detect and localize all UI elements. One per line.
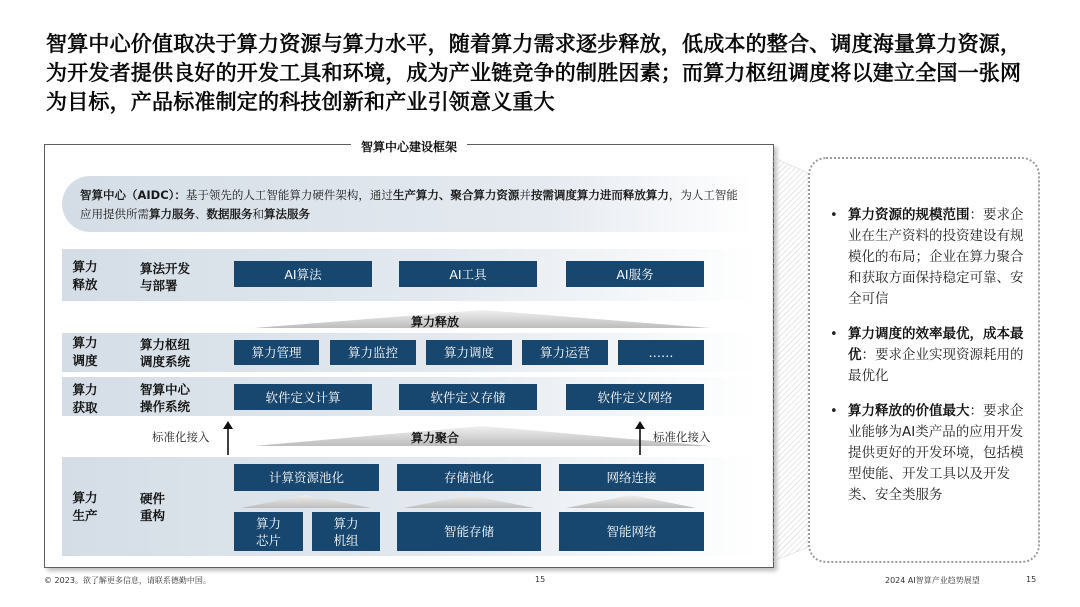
- bullet-dot-icon: •: [830, 404, 838, 419]
- sub-label-produce: 硬件 重构: [140, 491, 166, 523]
- intro-bold: 聚合算力资源: [450, 188, 520, 202]
- box-compute-scheduling: 算力调度: [426, 340, 512, 365]
- box-ai-tools: AI工具: [399, 261, 537, 287]
- up-arrow-right-icon: [634, 420, 646, 456]
- page-title: 智算中心价值取决于算力资源与算力水平，随着算力需求逐步释放，低成本的整合、调度海量算力资源，为开发者提供良好的开发工具和环境，成为产业链竞争的制胜因素；而算力枢纽调度将以建立全国一张网为目标，产品标准制定的科技创新和产业引领意义重大: [46, 32, 1022, 114]
- intro-span: 并: [519, 188, 531, 202]
- bullet-heading: 算力资源的规模范围: [848, 207, 970, 223]
- up-arrow-left-icon: [222, 420, 234, 456]
- box-network-connection: 网络连接: [559, 464, 704, 491]
- intro-bold: 数据服务: [206, 207, 253, 221]
- box-ai-algorithm: AI算法: [234, 261, 372, 287]
- box-more: ……: [618, 340, 704, 365]
- row-label-release: 算力 释放: [72, 259, 98, 292]
- box-storage-pooling: 存储池化: [397, 464, 541, 491]
- row-label-acquire: 算力 获取: [72, 382, 98, 415]
- bullet-item: [830, 205, 1028, 310]
- box-compute-monitoring: 算力监控: [330, 340, 416, 365]
- box-sd-network: 软件定义网络: [566, 384, 704, 410]
- bullet-dot-icon: •: [830, 208, 838, 223]
- intro-bold: 算力服务: [149, 207, 195, 221]
- callout-bullets: [830, 205, 1028, 520]
- box-ai-services: AI服务: [566, 261, 704, 287]
- box-sd-compute: 软件定义计算: [234, 384, 372, 410]
- sub-label-acquire: 智算中心 操作系统: [140, 382, 191, 414]
- box-smart-network: 智能网络: [559, 512, 704, 551]
- intro-bold: 按需调度算力进而释放算力: [530, 188, 669, 202]
- intro-span: 基于领先的人工智能算力硬件架构，通过: [185, 188, 393, 202]
- box-compute-management: 算力管理: [234, 340, 319, 365]
- aggregate-arrow-label: 算力聚合: [410, 431, 459, 445]
- sub-label-schedule: 算力枢纽 调度系统: [140, 337, 191, 369]
- standard-access-right: 标准化接入: [653, 430, 711, 444]
- bullet-text: ：要求企业在生产资料的投资建设有规模化的布局；企业在算力聚合和获取方面保持稳定可靠、安全可信: [848, 207, 1024, 307]
- intro-span: 、: [195, 207, 207, 221]
- bullet-item: [830, 401, 1028, 506]
- bullet-heading: 算力调度的效率最优，成本最优: [848, 326, 1024, 363]
- box-smart-storage: 智能存储: [397, 512, 541, 551]
- row-label-schedule: 算力 调度: [72, 335, 98, 368]
- bullet-dot-icon: •: [830, 327, 838, 342]
- box-compute-chip: 算力 芯片: [234, 512, 303, 551]
- standard-access-left: 标准化接入: [152, 430, 210, 444]
- intro-bold: 、: [438, 188, 451, 202]
- intro-span: ，为人工智能应用提供所需: [80, 188, 738, 221]
- intro-bold: 算法服务: [264, 207, 310, 221]
- connector-shape: [772, 157, 810, 562]
- row-label-produce: 算力 生产: [72, 490, 98, 523]
- bullet-heading: 算力释放的价值最大: [848, 403, 970, 419]
- bullet-item: [830, 324, 1028, 387]
- intro-bold: 生产算力: [392, 188, 439, 202]
- bullet-text: ：要求企业能够为AI类产品的应用开发提供更好的开发环境，包括模型使能、开发工具以及开发类、安全类服务: [848, 403, 1024, 503]
- footer-page-number: 15: [1026, 575, 1037, 584]
- box-compute-unit: 算力 机组: [312, 512, 380, 551]
- footer-center-page: 15: [535, 575, 546, 584]
- box-compute-operation: 算力运营: [522, 340, 608, 365]
- box-sd-storage: 软件定义存储: [399, 384, 537, 410]
- intro-span: 和: [252, 207, 264, 221]
- footer-copyright: © 2023。欲了解更多信息，请联系德勤中国。: [44, 576, 211, 585]
- bullet-text: ：要求企业实现资源耗用的最优化: [848, 347, 1024, 384]
- release-arrow-label: 算力释放: [410, 315, 459, 329]
- intro-text: [80, 186, 740, 224]
- sub-label-release: 算法开发 与部署: [140, 261, 191, 293]
- box-compute-pooling: 计算资源池化: [234, 464, 379, 491]
- intro-term: 智算中心（AIDC）：: [80, 188, 186, 202]
- framework-title: 智算中心建设框架: [351, 140, 467, 154]
- footer-report-title: 2024 AI智算产业趋势展望: [885, 576, 980, 585]
